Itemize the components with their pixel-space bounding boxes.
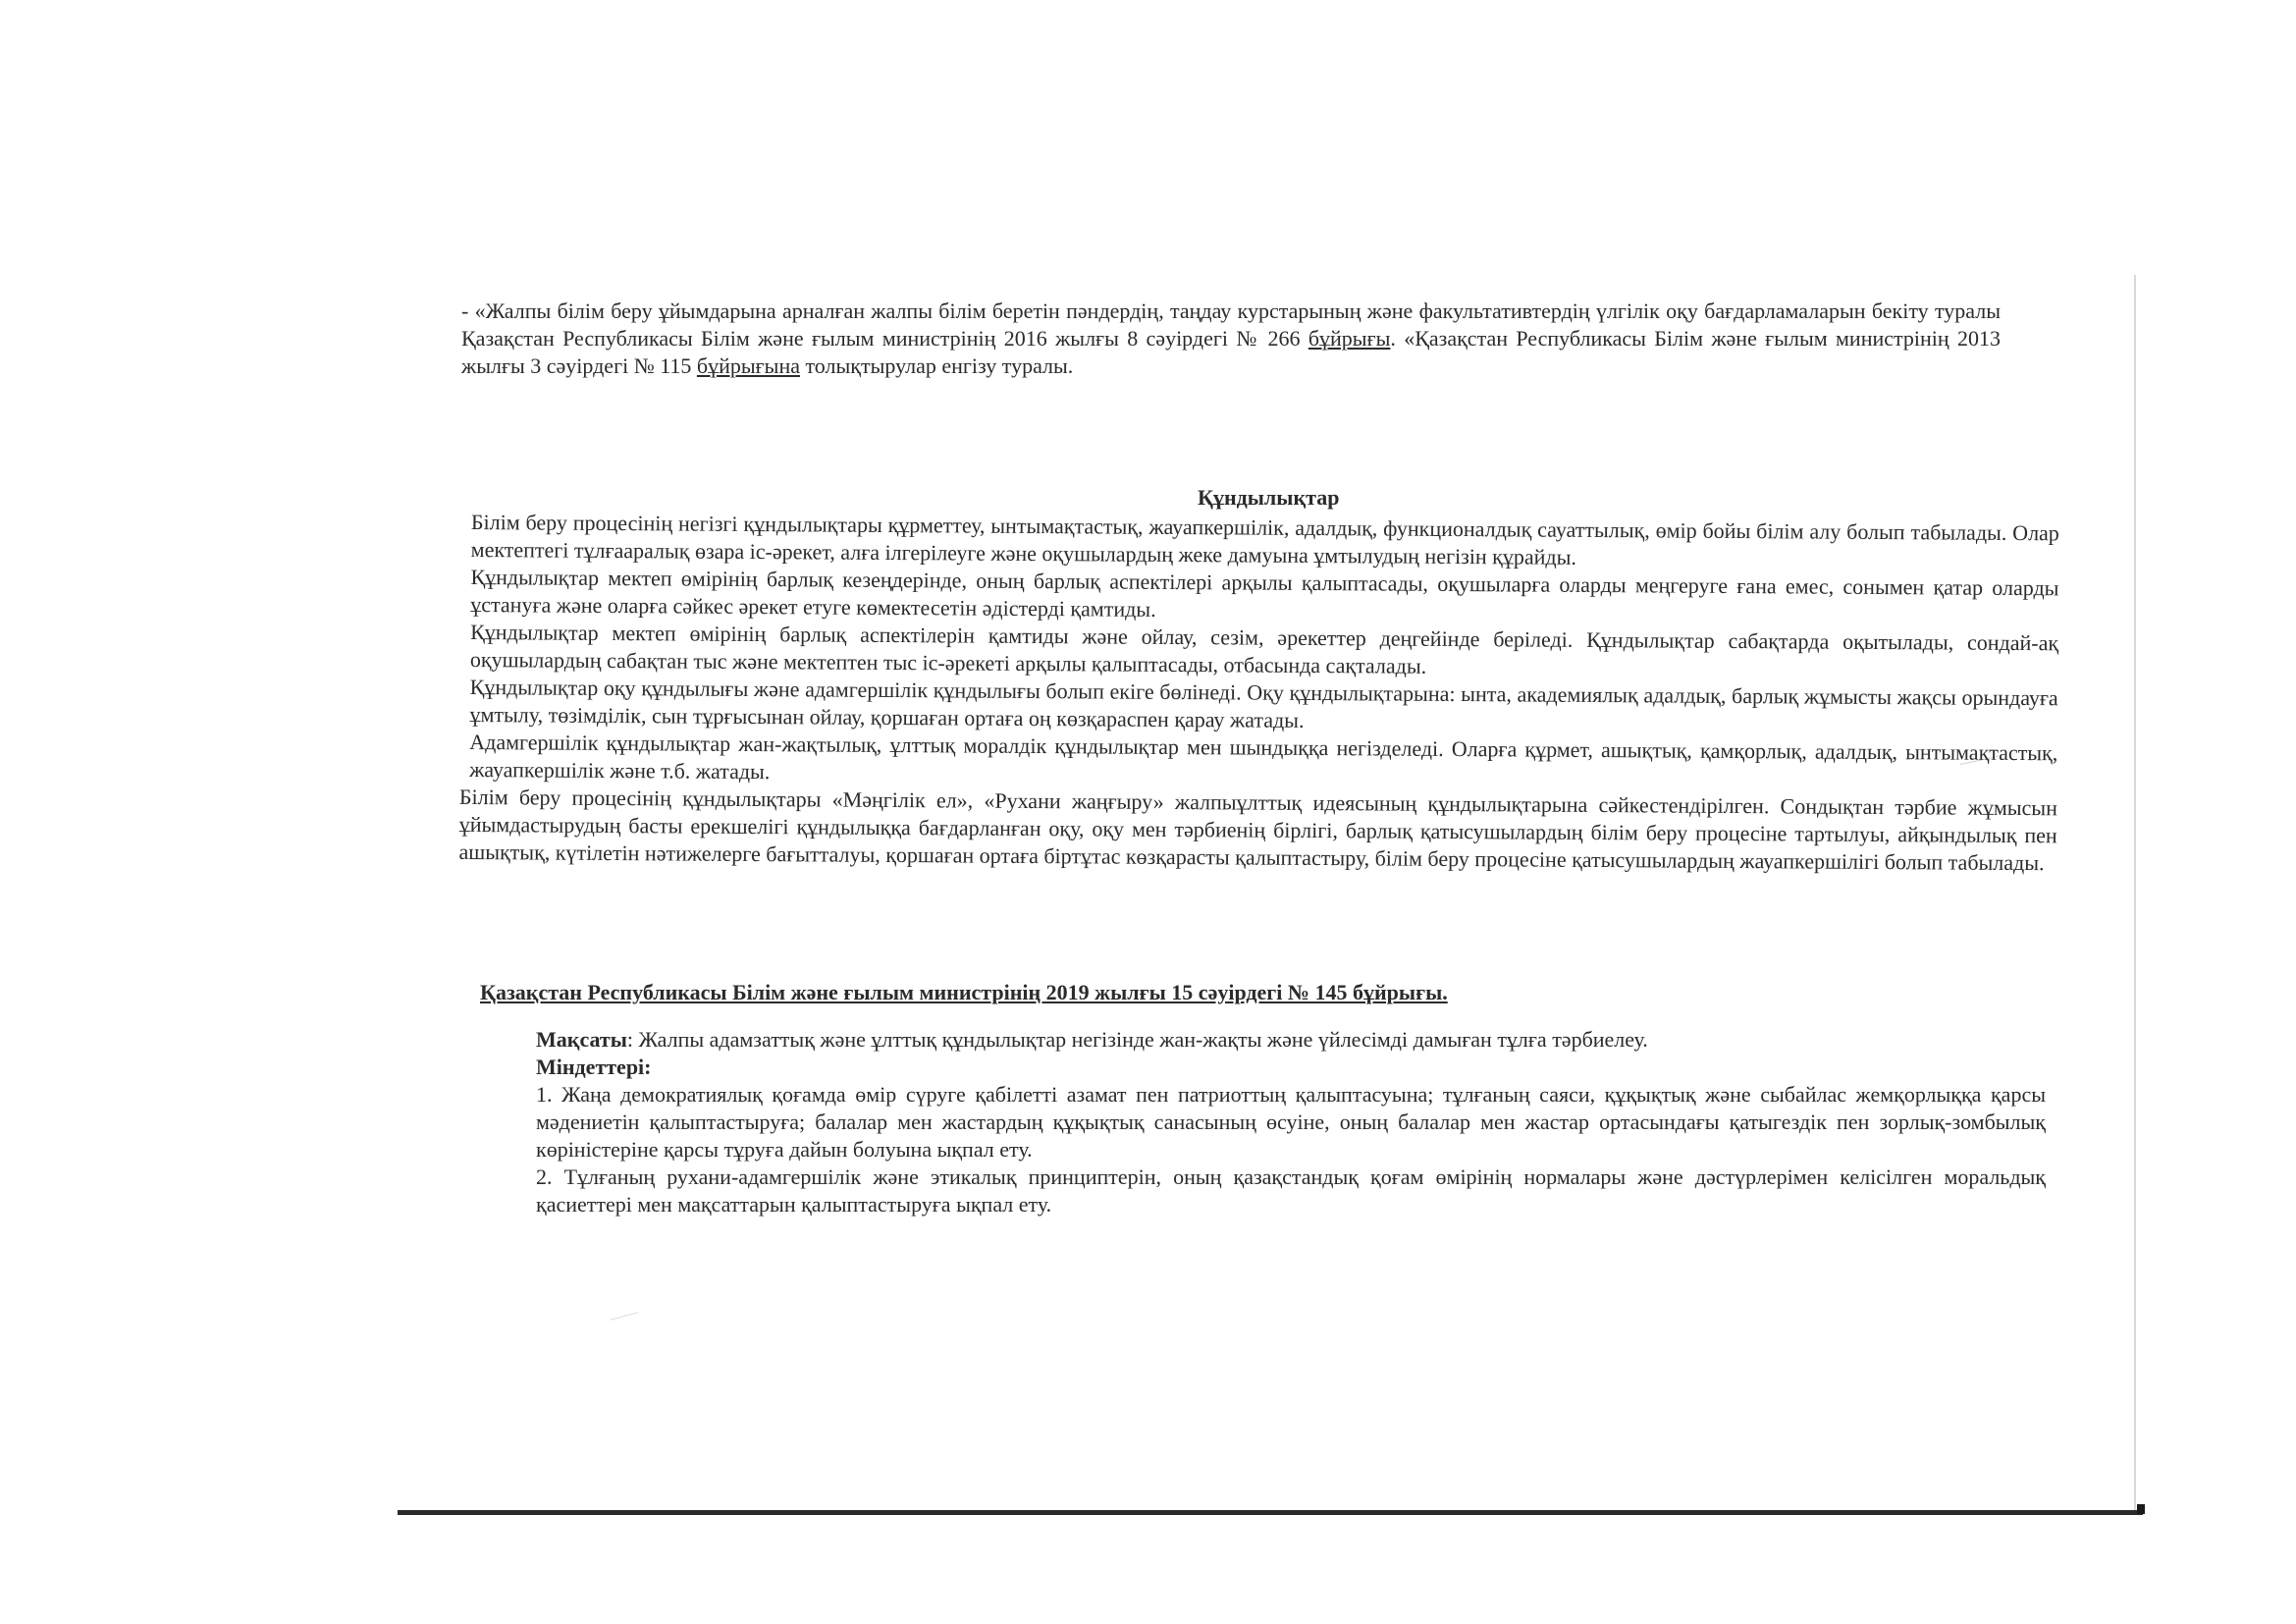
values-paragraph: Білім беру процесінің негізгі құндылықтары құрметтеу, ынтымақтастық, жауапкершілік, адалдық, функционалдық сауаттылық, өмір бойы білім алу болып табылады. Олар мектептегі тұлғааралық өзара іс-әрекет, алға ілгерілеуге және оқушылардың жеке дамуына ұмтылудың негізін құрайды. — [470, 510, 2059, 569]
intro-text: - «Жалпы білім беру ұйымдарына арналған жалпы білім беретін пәндердің, таңдау курстарының және факультативтердің үлгілік оқу бағдарламаларын бекіту туралы Қазақстан Республикасы Білім және ғылым министрінің 2016 жылғы 8 сәуірдегі № 266 — [461, 298, 2001, 351]
decree-link-115[interactable]: бұйрығына — [696, 353, 800, 378]
scan-corner-mark — [2137, 1504, 2145, 1514]
aim-line — [536, 1026, 2046, 1054]
scan-smudge — [608, 1302, 639, 1320]
values-paragraph: Адамгершілік құндылықтар жан-жақтылық, ұлттық моралдік құндылықтар мен шындыққа негізделеді. Оларға құрмет, ашықтық, қамқорлық, адалдық, ынтымақтастық, жауапкершілік және т.б. жатады. — [469, 729, 2058, 785]
aim-label: Мақсаты — [536, 1027, 627, 1052]
intro-paragraph — [461, 298, 2001, 380]
scan-page-edge-right — [2134, 275, 2136, 1514]
values-paragraph: Құндылықтар мектеп өмірінің барлық кезеңдерінде, оның барлық аспектілері арқылы қалыптасады, оқушыларға оларды меңгеруге ғана емес, сонымен қатар оларды ұстануға және оларға сәйкес әрекет етуге көмектесетін әдістерді қамтиды. — [470, 564, 2059, 622]
intro-text: толықтырулар енгізу туралы. — [799, 353, 1074, 378]
values-paragraph: Білім беру процесінің құндылықтары «Мәңгілік ел», «Рухани жаңғыру» жалпыұлттық идеясының құндылықтарына сәйкестендірілген. Сондықтан тәрбие жұмысын ұйымдастырудың басты ерекшелігі құндылыққа бағдарланған оқу, оқу мен тәрбиенің бірлігі, барлық қатысушылардың білім беру процесіне тартылуы, айқындылық пен ашықтық, күтілетін нәтижелерге бағытталуы, қоршаған ортаға біртұтас көзқарасты қалыптастыру, білім беру процесіне қатысушылардың жауапкершілігі болып табылады. — [458, 784, 2057, 876]
values-paragraph: Құндылықтар мектеп өмірінің барлық аспектілерін қамтиды және ойлау, сезім, әрекеттер деңгейінде беріледі. Құндылықтар сабақтарда оқытылады, сондай-ақ оқушылардың сабақтан тыс және мектептен тыс іс-әрекеті арқылы қалыптасады, отбасында сақталады. — [469, 619, 2059, 678]
decree-link-266[interactable]: бұйрығы — [1308, 326, 1391, 351]
tasks-label: Міндеттері: — [536, 1055, 652, 1079]
task-item: 2. Тұлғаның рухани-адамгершілік және этикалық принциптерін, оның қазақстандық қоғам өмірінің нормалары және дәстүрлерімен келісілген моральдық қасиеттері мен мақсаттарын қалыптастыруға ықпал ету. — [536, 1164, 2046, 1217]
scan-page-edge-bottom — [398, 1510, 2143, 1515]
intro-text: . «Қазақстан Республикасы Білім және ғылым министрінің 2013 жылғы 3 сәуірдегі № 115 — [461, 326, 2001, 378]
aim-text: : Жалпы адамзаттық және ұлттық құндылықтар негізінде жан-жақты және үйлесімді дамыған тұлға тәрбиелеу. — [626, 1027, 1648, 1052]
decree-heading: Қазақстан Республикасы Білім және ғылым министрінің 2019 жылғы 15 сәуірдегі № 145 бұйрығы. — [480, 980, 1448, 1004]
values-paragraph: Құндылықтар оқу құндылығы және адамгершілік құндылығы болып екіге бөлінеді. Оқу құндылықтарына: ынта, академиялық адалдық, барлық жұмысты жақсы орындауға ұмтылу, төзімділік, сын тұрғысынан ойлау, қоршаған ортаға оң көзқараспен қарау жатады. — [469, 674, 2058, 732]
values-section-body — [458, 509, 2059, 877]
task-item: 1. Жаңа демократиялық қоғамда өмір сүруге қабілетті азамат пен патриоттың қалыптасуына; тұлғаның саяси, құқықтық және сыбайлас жемқорлыққа қарсы мәдениетін қалыптастыруға; балалар мен жастардың құқықтық санасының өсуіне, оның балалар мен жастар ортасындағы қатыгездік пен зорлық-зомбылық көріністеріне қарсы тұруға дайын болуына ықпал ету. — [536, 1082, 2046, 1162]
goals-section — [536, 1026, 2046, 1218]
section-title-values: Құндылықтар — [1198, 485, 1340, 510]
